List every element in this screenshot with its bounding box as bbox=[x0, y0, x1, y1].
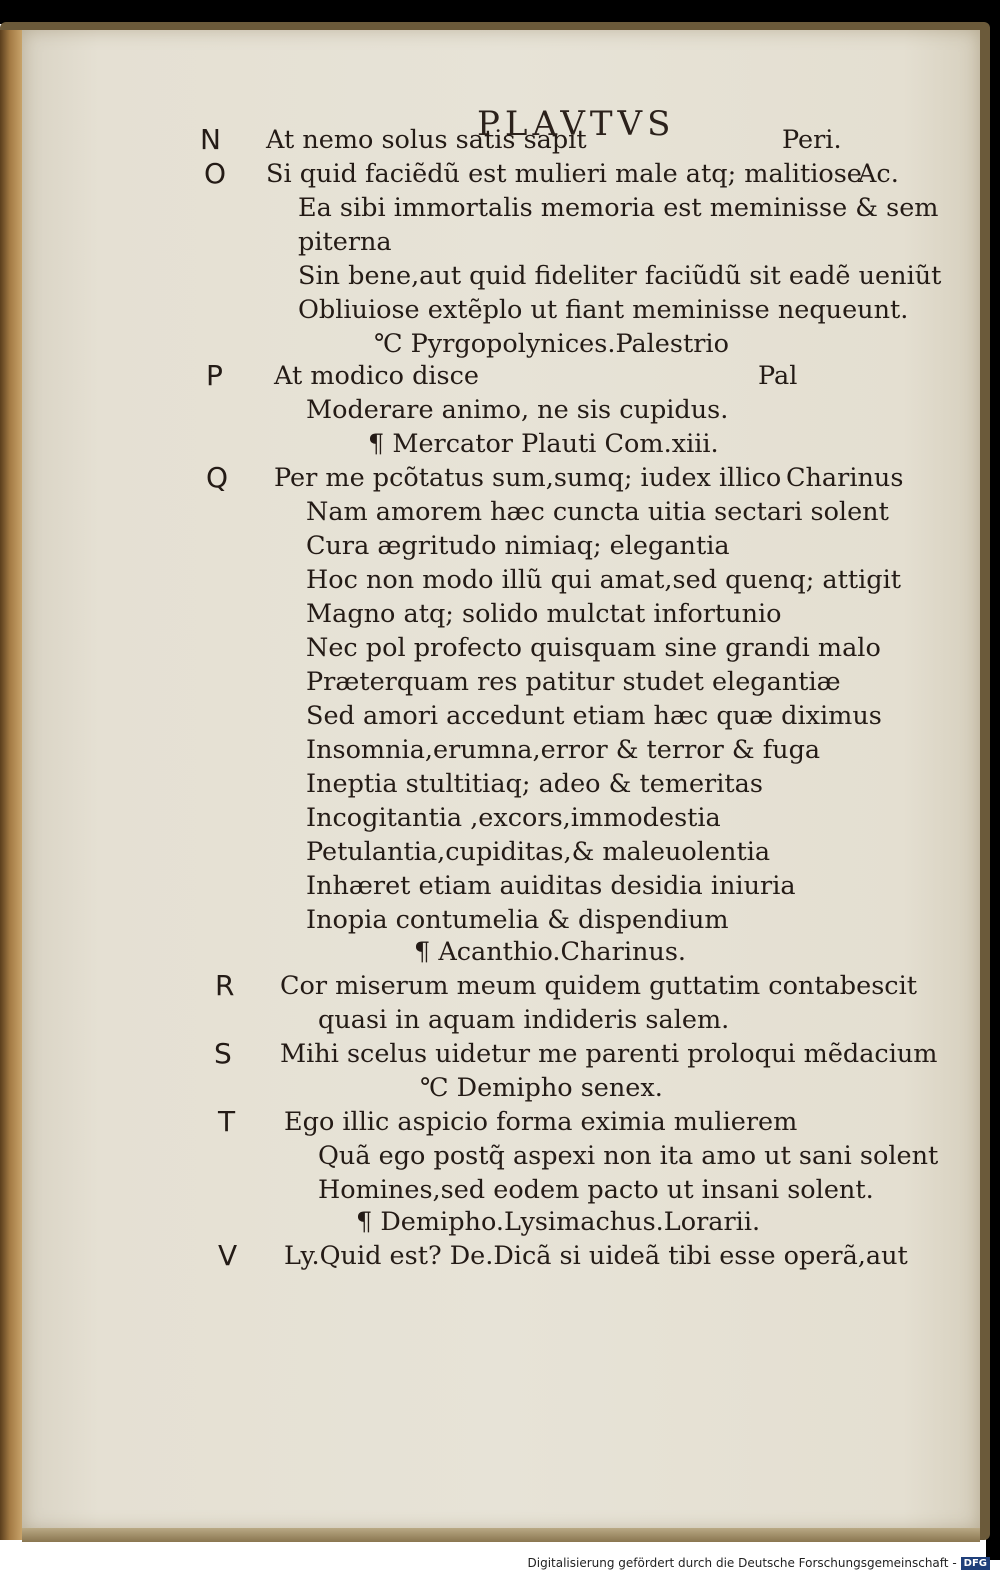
marginal-letter-r: R bbox=[215, 969, 235, 1002]
text-line: Per me pcõtatus sum,sumq; iudex illico bbox=[274, 463, 782, 493]
marginal-letter-s: S bbox=[214, 1037, 232, 1070]
text-line: Homines,sed eodem pacto ut insani solent. bbox=[318, 1175, 874, 1205]
text-line: Nam amorem hæc cuncta uitia sectari solent bbox=[306, 497, 889, 527]
page-edge bbox=[22, 1528, 980, 1542]
text-line: Incogitantia ,excors,immodestia bbox=[306, 803, 721, 833]
text-line: ¶ Demipho.Lysimachus.Lorarii. bbox=[356, 1207, 761, 1237]
text-line: Nec pol profecto quisquam sine grandi malo bbox=[306, 633, 881, 663]
marginal-letter-n: N bbox=[200, 123, 221, 156]
speaker-label: Pal bbox=[758, 361, 798, 391]
text-line: Cor miserum meum quidem guttatim contabescit bbox=[280, 971, 917, 1001]
text-line: Sin bene,aut quid fideliter faciũdũ sit eadẽ ueniũt bbox=[298, 261, 942, 291]
text-line: Ly.Quid est? De.Dicã si uideã tibi esse operã,aut bbox=[284, 1241, 908, 1271]
text-line: At nemo solus satis sapit bbox=[266, 125, 587, 155]
speaker-label: Ac. bbox=[858, 159, 899, 189]
text-line: Sed amori accedunt etiam hæc quæ diximus bbox=[306, 701, 882, 731]
text-line: Inopia contumelia & dispendium bbox=[306, 905, 729, 935]
marginal-letter-p: P bbox=[206, 359, 223, 392]
text-line: ℃ Demipho senex. bbox=[420, 1073, 663, 1103]
speaker-label: Charinus bbox=[786, 463, 904, 493]
text-line: Cura ægritudo nimiaq; elegantia bbox=[306, 531, 730, 561]
text-line: Inhæret etiam auiditas desidia iniuria bbox=[306, 871, 796, 901]
text-line: Moderare animo, ne sis cupidus. bbox=[306, 395, 729, 425]
marginal-letter-t: T bbox=[218, 1105, 236, 1138]
text-line: Præterquam res patitur studet elegantiæ bbox=[306, 667, 841, 697]
text-line: Insomnia,erumna,error & terror & fuga bbox=[306, 735, 821, 765]
speaker-label: Peri. bbox=[782, 125, 842, 155]
text-line: Petulantia,cupiditas,& maleuolentia bbox=[306, 837, 771, 867]
text-line: Mihi scelus uidetur me parenti proloqui mẽdacium bbox=[280, 1039, 938, 1069]
text-line: Magno atq; solido mulctat infortunio bbox=[306, 599, 782, 629]
text-line: Hoc non modo illũ qui amat,sed quenq; attigit bbox=[306, 565, 902, 595]
text-line: Si quid faciẽdũ est mulieri male atq; malitiose bbox=[266, 159, 862, 189]
viewer-top-bar bbox=[0, 0, 1000, 24]
text-line: Ego illic aspicio forma eximia mulierem bbox=[284, 1107, 798, 1137]
text-line: quasi in aquam indideris salem. bbox=[318, 1005, 730, 1035]
text-line: At modico disce bbox=[274, 361, 480, 391]
digitization-credit bbox=[527, 1552, 990, 1574]
text-line: ℃ Pyrgopolynices.Palestrio bbox=[374, 329, 729, 359]
text-line: ¶ Mercator Plauti Com.xiii. bbox=[368, 429, 719, 459]
text-line: Quã ego postq̃ aspexi non ita amo ut sani solent bbox=[318, 1141, 939, 1171]
marginal-letter-q: Q bbox=[206, 461, 229, 494]
running-header: PLAVTVS bbox=[477, 104, 676, 144]
marginal-letter-o: O bbox=[204, 157, 227, 190]
book-spine bbox=[0, 30, 22, 1540]
book-page bbox=[22, 30, 980, 1530]
text-line: piterna bbox=[298, 227, 392, 257]
text-line: ¶ Acanthio.Charinus. bbox=[414, 937, 687, 967]
dfg-logo: DFG bbox=[961, 1557, 990, 1570]
text-line: Obliuiose extẽplo ut fiant meminisse nequeunt. bbox=[298, 295, 909, 325]
credit-text: Digitalisierung gefördert durch die Deutsche Forschungsgemeinschaft - bbox=[527, 1556, 957, 1570]
text-line: Ea sibi immortalis memoria est meminisse & sem bbox=[298, 193, 939, 223]
marginal-letter-v: V bbox=[218, 1239, 238, 1272]
text-line: Ineptia stultitiaq; adeo & temeritas bbox=[306, 769, 763, 799]
